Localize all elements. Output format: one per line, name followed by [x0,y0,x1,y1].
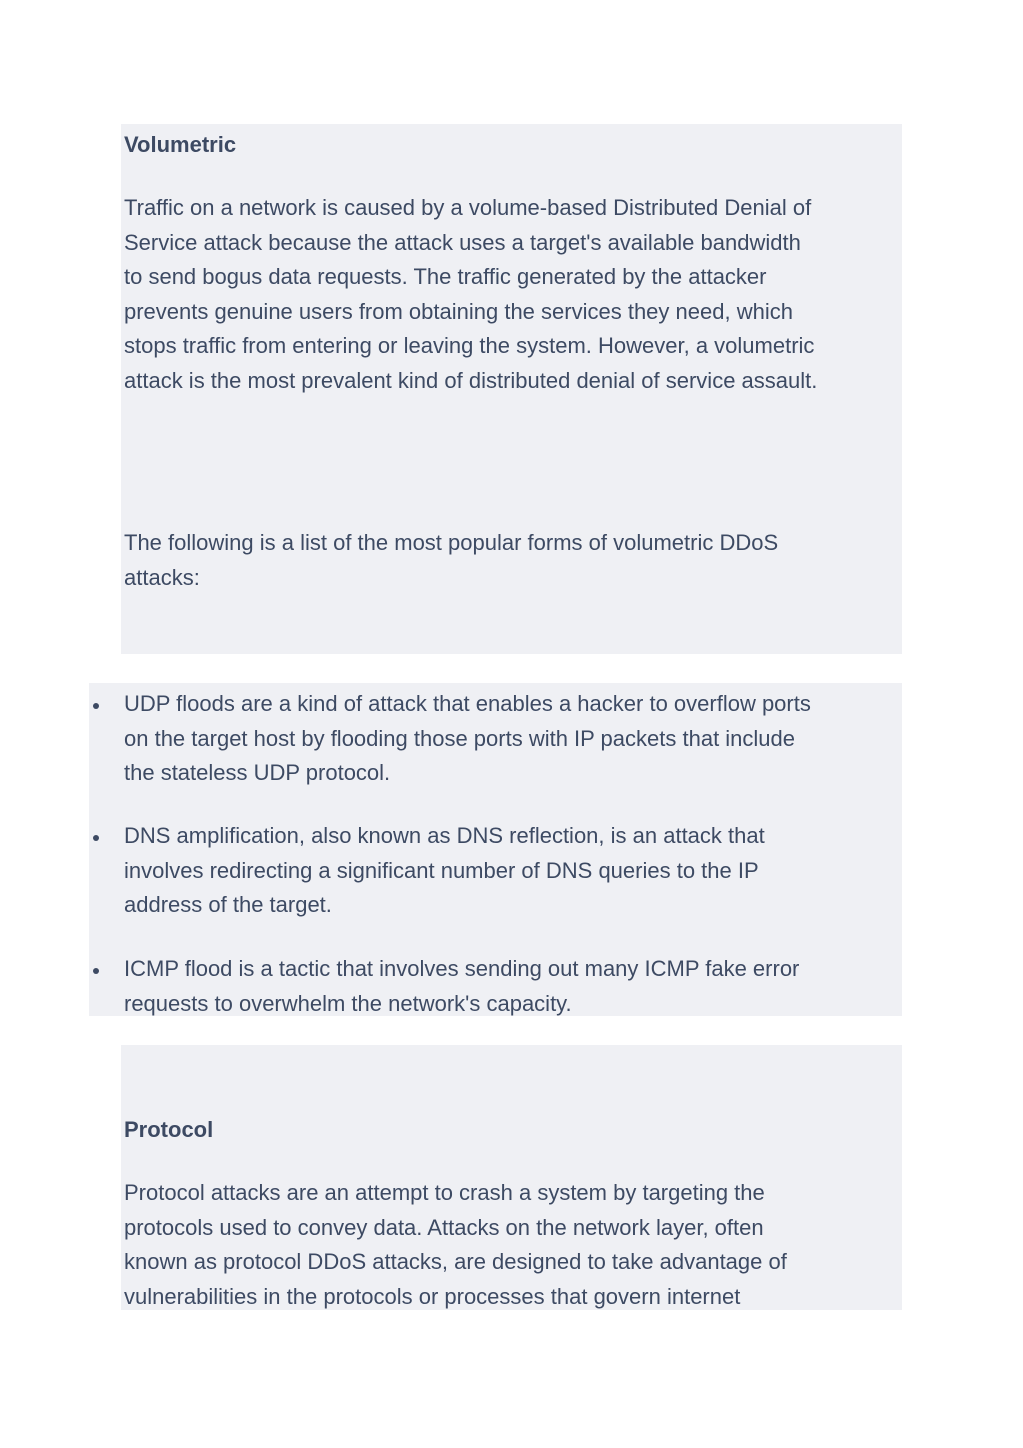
paragraph-line: involves redirecting a significant number of DNS queries to the IP [124,857,759,883]
list-item-text [124,952,799,1021]
paragraph-line: the stateless UDP protocol. [124,760,391,786]
list-intro-paragraph [124,526,778,595]
paragraph-line: The following is a list of the most popular forms of volumetric DDoS [124,530,779,555]
paragraph-line: ICMP flood is a tactic that involves sending out many ICMP fake error [124,956,800,981]
paragraph-line: prevents genuine users from obtaining the services they need, which [124,298,793,324]
paragraph-line: known as protocol DDoS attacks, are designed to take advantage of [124,1249,787,1275]
paragraph-line: protocols used to convey data. Attacks on the network layer, often [124,1214,764,1240]
bullet-icon [93,968,99,974]
paragraph-line: Protocol attacks are an attempt to crash a system by targeting the [124,1180,765,1205]
paragraph-line: on the target host by flooding those ports with IP packets that include [124,725,796,751]
paragraph-line: DNS amplification, also known as DNS reflection, is an attack that [124,823,765,848]
bullet-icon [93,703,99,709]
protocol-heading: Protocol [124,1117,214,1142]
paragraph-line: requests to overwhelm the network's capacity. [124,990,572,1016]
bullet-icon [93,835,99,841]
paragraph-line: vulnerabilities in the protocols or processes that govern internet [124,1283,741,1309]
paragraph-line: Traffic on a network is caused by a volume-based Distributed Denial of [124,195,812,220]
paragraph-line: attack is the most prevalent kind of distributed denial of service assault. [124,367,818,393]
paragraph-line: stops traffic from entering or leaving the system. However, a volumetric [124,333,815,359]
paragraph-line: Service attack because the attack uses a target's available bandwidth [124,229,801,255]
paragraph-line: address of the target. [124,892,332,918]
list-item-text [124,687,811,791]
paragraph-line: attacks: [124,564,200,590]
volumetric-heading: Volumetric [124,132,237,157]
list-item-text [124,819,765,923]
protocol-paragraph [124,1176,787,1314]
paragraph-line: UDP floods are a kind of attack that enables a hacker to overflow ports [124,691,811,716]
volumetric-paragraph [124,191,817,399]
paragraph-line: to send bogus data requests. The traffic generated by the attacker [124,264,767,290]
